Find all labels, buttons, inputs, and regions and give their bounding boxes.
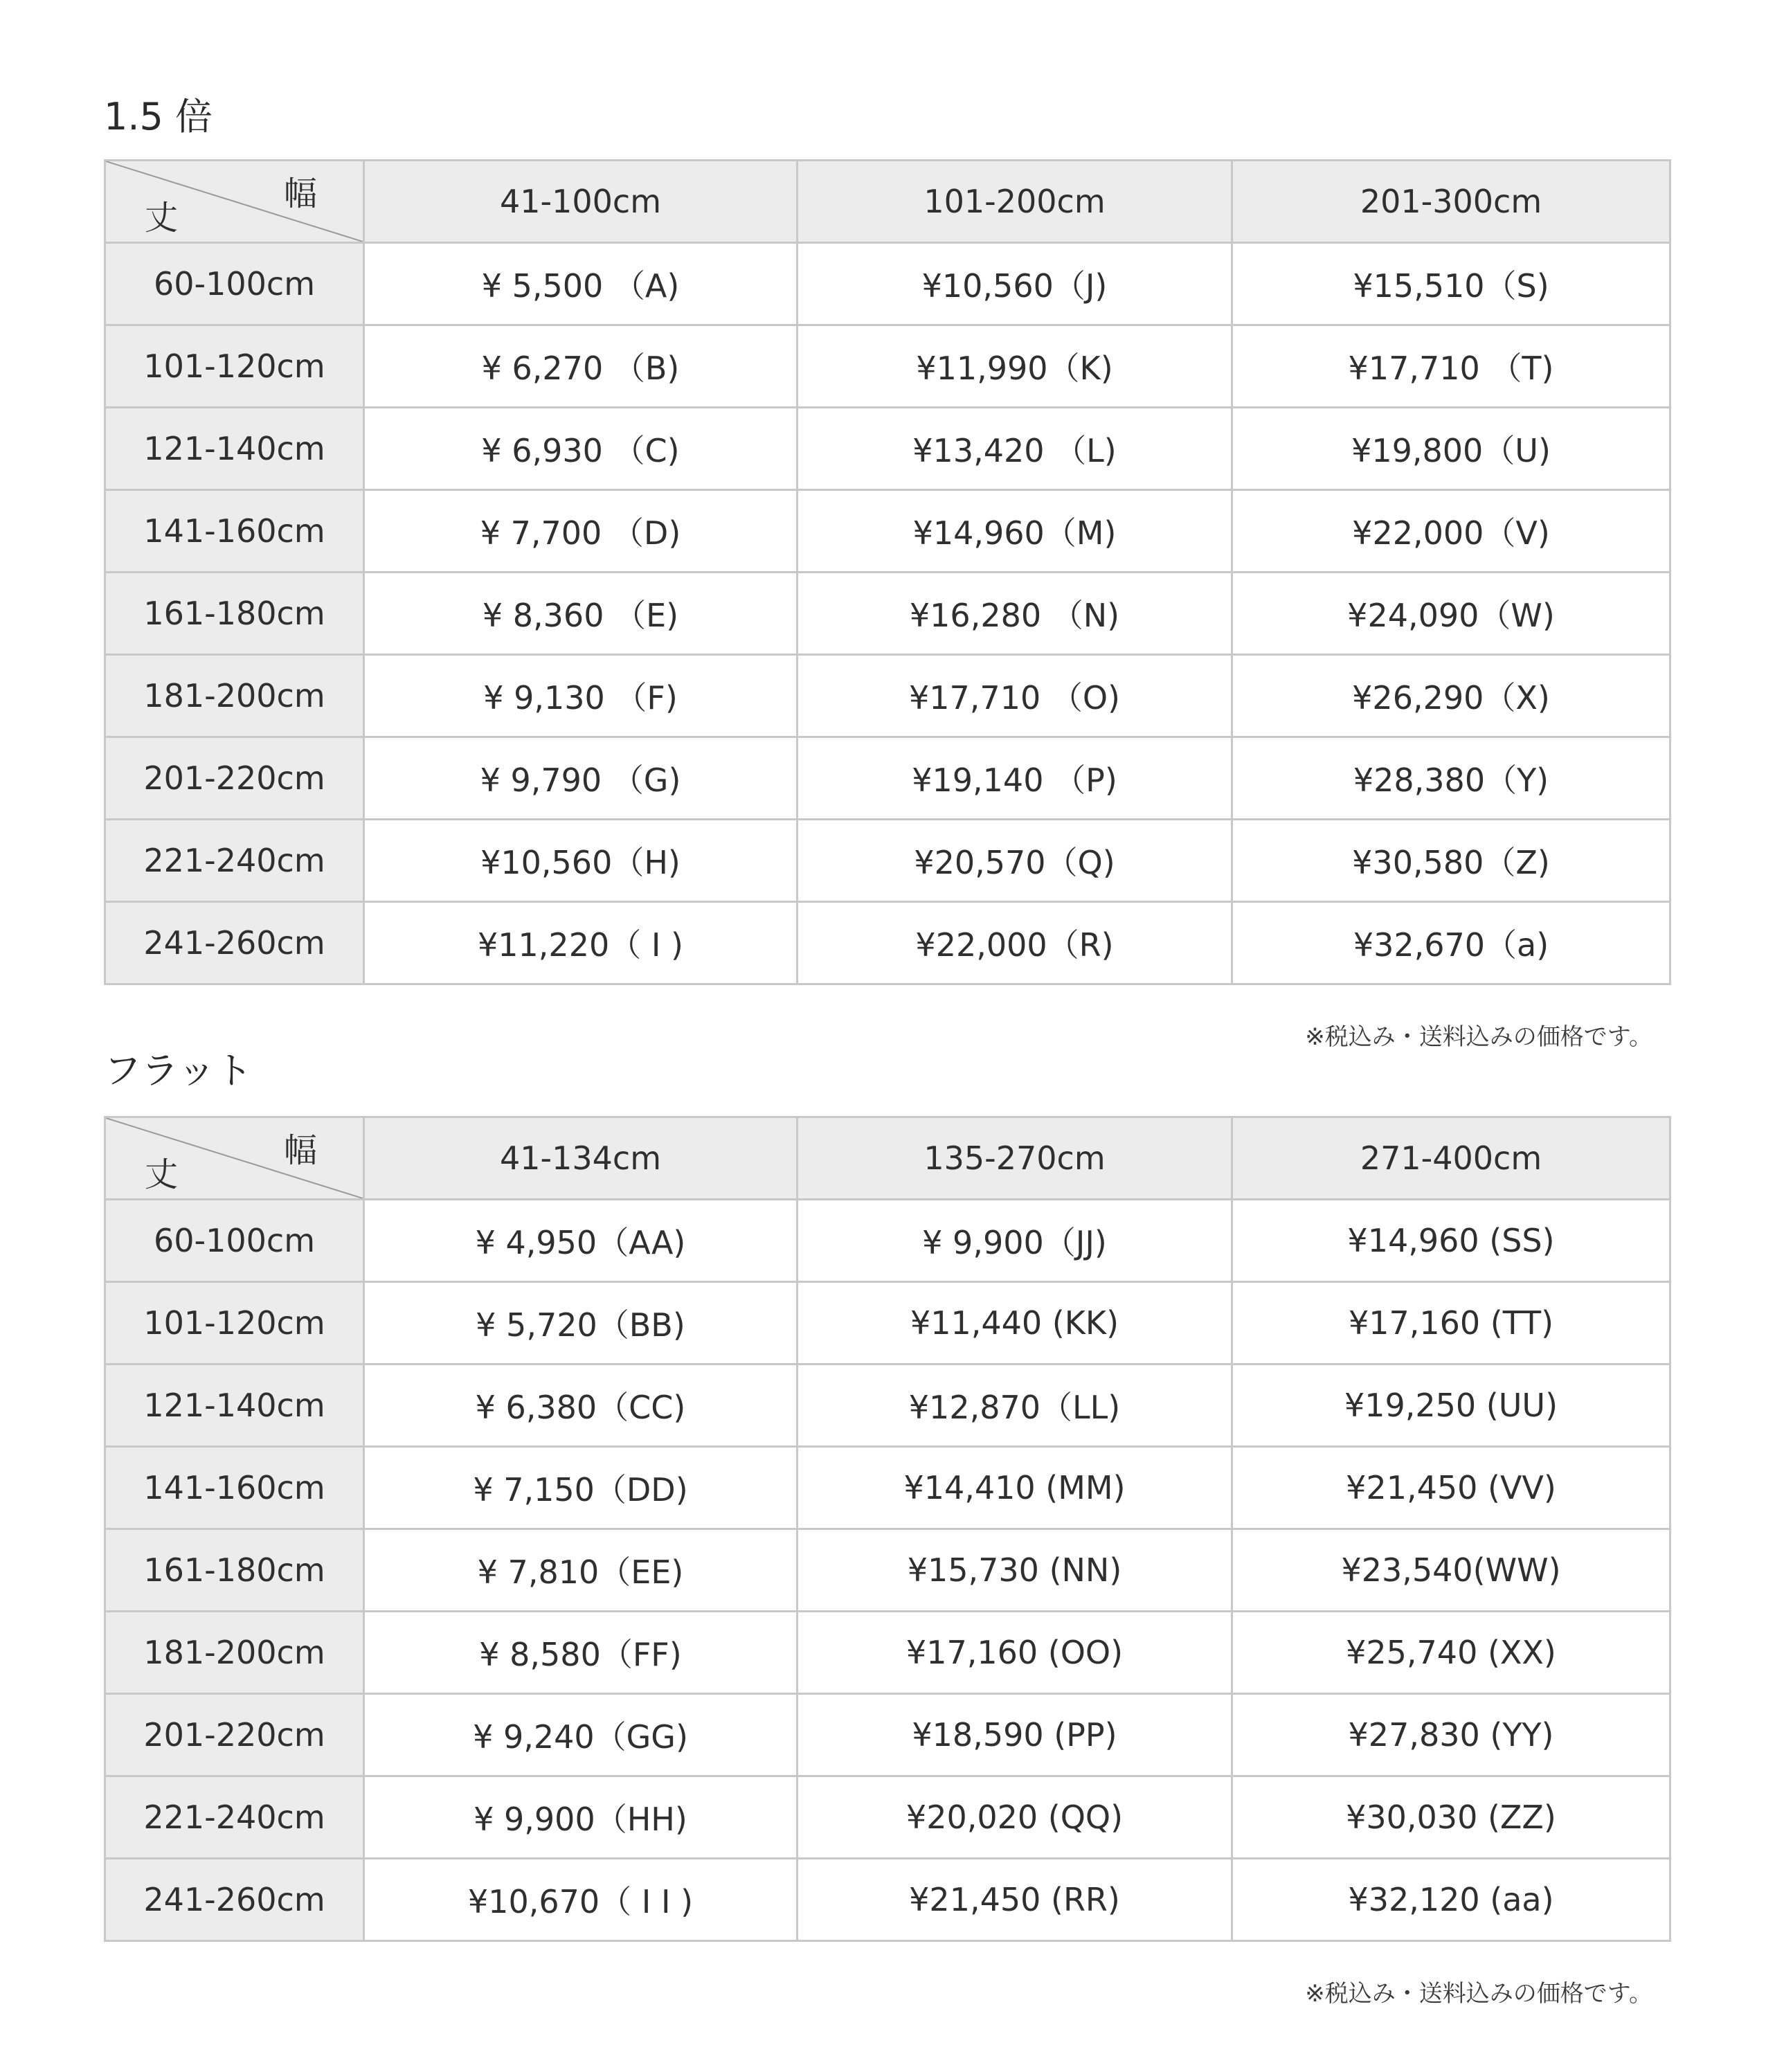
price-cell: ¥10,670（ I I ) [364, 1859, 798, 1941]
price-cell: ¥21,450 (RR) [798, 1859, 1232, 1941]
column-header: 41-100cm [364, 161, 798, 243]
row-size-header: 161-180cm [105, 573, 364, 655]
price-cell: ¥20,570（Q) [798, 820, 1232, 902]
price-cell: ¥10,560（H) [364, 820, 798, 902]
price-cell: ¥ 8,580（FF) [364, 1612, 798, 1694]
table-row [105, 1200, 1670, 1282]
header-row [105, 161, 1670, 243]
row-size-header: 60-100cm [105, 1200, 364, 1282]
row-size-header: 201-220cm [105, 737, 364, 820]
price-cell: ¥14,410 (MM) [798, 1447, 1232, 1529]
table-row [105, 243, 1670, 325]
section-title-1-5x: 1.5 倍 [104, 95, 213, 138]
price-cell: ¥27,830 (YY) [1232, 1694, 1670, 1776]
price-cell: ¥25,740 (XX) [1232, 1612, 1670, 1694]
width-axis-label: 幅 [283, 174, 317, 213]
price-cell: ¥ 7,810（EE) [364, 1529, 798, 1612]
table-row [105, 1282, 1670, 1364]
table-row [105, 573, 1670, 655]
row-size-header: 121-140cm [105, 408, 364, 490]
row-size-header: 241-260cm [105, 902, 364, 984]
price-cell: ¥21,450 (VV) [1232, 1447, 1670, 1529]
table-row [105, 820, 1670, 902]
row-size-header: 141-160cm [105, 490, 364, 573]
price-cell: ¥ 4,950（AA) [364, 1200, 798, 1282]
price-cell: ¥ 7,150（DD) [364, 1447, 798, 1529]
price-cell: ¥ 9,130 （F) [364, 655, 798, 737]
height-axis-label: 丈 [145, 1155, 179, 1194]
table-row [105, 655, 1670, 737]
row-size-header: 60-100cm [105, 243, 364, 325]
table-row [105, 408, 1670, 490]
price-cell: ¥15,510（S) [1232, 243, 1670, 325]
row-size-header: 241-260cm [105, 1859, 364, 1941]
price-cell: ¥10,560（J) [798, 243, 1232, 325]
row-size-header: 221-240cm [105, 1776, 364, 1859]
corner-header-cell [105, 1117, 364, 1200]
price-cell: ¥ 9,900（HH) [364, 1776, 798, 1859]
price-cell: ¥24,090（W) [1232, 573, 1670, 655]
price-cell: ¥ 5,720（BB) [364, 1282, 798, 1364]
price-cell: ¥11,440 (KK) [798, 1282, 1232, 1364]
row-size-header: 181-200cm [105, 655, 364, 737]
table-row [105, 1859, 1670, 1941]
table-row [105, 1776, 1670, 1859]
price-cell: ¥22,000（R) [798, 902, 1232, 984]
price-cell: ¥ 7,700 （D) [364, 490, 798, 573]
price-cell: ¥26,290（X) [1232, 655, 1670, 737]
table-row [105, 1529, 1670, 1612]
price-cell: ¥32,670（a) [1232, 902, 1670, 984]
price-cell: ¥17,710 （O) [798, 655, 1232, 737]
price-cell: ¥15,730 (NN) [798, 1529, 1232, 1612]
price-cell: ¥18,590 (PP) [798, 1694, 1232, 1776]
price-cell: ¥30,580（Z) [1232, 820, 1670, 902]
price-cell: ¥ 6,380（CC) [364, 1364, 798, 1447]
column-header: 41-134cm [364, 1117, 798, 1200]
price-cell: ¥14,960 (SS) [1232, 1200, 1670, 1282]
table-row [105, 737, 1670, 820]
price-cell: ¥14,960（M) [798, 490, 1232, 573]
row-size-header: 161-180cm [105, 1529, 364, 1612]
price-cell: ¥19,800（U) [1232, 408, 1670, 490]
tax-shipping-note: ※税込み・送料込みの価格です。 [1305, 1023, 1652, 1051]
price-cell: ¥ 9,900（JJ) [798, 1200, 1232, 1282]
price-cell: ¥ 6,270 （B) [364, 325, 798, 408]
table-row [105, 1612, 1670, 1694]
price-cell: ¥32,120 (aa) [1232, 1859, 1670, 1941]
table-row [105, 902, 1670, 984]
row-size-header: 121-140cm [105, 1364, 364, 1447]
table-row [105, 1447, 1670, 1529]
price-cell: ¥19,140 （P) [798, 737, 1232, 820]
price-table-flat [104, 1116, 1671, 1942]
row-size-header: 181-200cm [105, 1612, 364, 1694]
price-cell: ¥12,870（LL) [798, 1364, 1232, 1447]
price-cell: ¥20,020 (QQ) [798, 1776, 1232, 1859]
price-cell: ¥13,420 （L) [798, 408, 1232, 490]
section-title-flat: フラット [104, 1049, 253, 1092]
width-axis-label: 幅 [283, 1131, 317, 1170]
price-cell: ¥28,380（Y) [1232, 737, 1670, 820]
price-cell: ¥17,160 (TT) [1232, 1282, 1670, 1364]
row-size-header: 101-120cm [105, 1282, 364, 1364]
price-cell: ¥17,710 （T) [1232, 325, 1670, 408]
price-cell: ¥11,990（K) [798, 325, 1232, 408]
price-cell: ¥17,160 (OO) [798, 1612, 1232, 1694]
row-size-header: 101-120cm [105, 325, 364, 408]
height-axis-label: 丈 [145, 199, 179, 237]
tax-shipping-note: ※税込み・送料込みの価格です。 [1305, 1980, 1652, 2008]
row-size-header: 221-240cm [105, 820, 364, 902]
price-cell: ¥30,030 (ZZ) [1232, 1776, 1670, 1859]
table-row [105, 325, 1670, 408]
column-header: 271-400cm [1232, 1117, 1670, 1200]
table-row [105, 1364, 1670, 1447]
price-cell: ¥11,220（ I ) [364, 902, 798, 984]
column-header: 135-270cm [798, 1117, 1232, 1200]
price-cell: ¥ 9,790 （G) [364, 737, 798, 820]
price-cell: ¥19,250 (UU) [1232, 1364, 1670, 1447]
table-row [105, 1694, 1670, 1776]
row-size-header: 201-220cm [105, 1694, 364, 1776]
price-cell: ¥ 9,240（GG) [364, 1694, 798, 1776]
table-row [105, 490, 1670, 573]
corner-header-cell [105, 161, 364, 243]
column-header: 201-300cm [1232, 161, 1670, 243]
price-cell: ¥16,280 （N) [798, 573, 1232, 655]
price-cell: ¥22,000（V) [1232, 490, 1670, 573]
price-cell: ¥ 6,930 （C) [364, 408, 798, 490]
price-cell: ¥ 5,500 （A) [364, 243, 798, 325]
price-table-1-5x [104, 159, 1671, 985]
header-row [105, 1117, 1670, 1200]
row-size-header: 141-160cm [105, 1447, 364, 1529]
column-header: 101-200cm [798, 161, 1232, 243]
price-cell: ¥23,540(WW) [1232, 1529, 1670, 1612]
price-cell: ¥ 8,360 （E) [364, 573, 798, 655]
